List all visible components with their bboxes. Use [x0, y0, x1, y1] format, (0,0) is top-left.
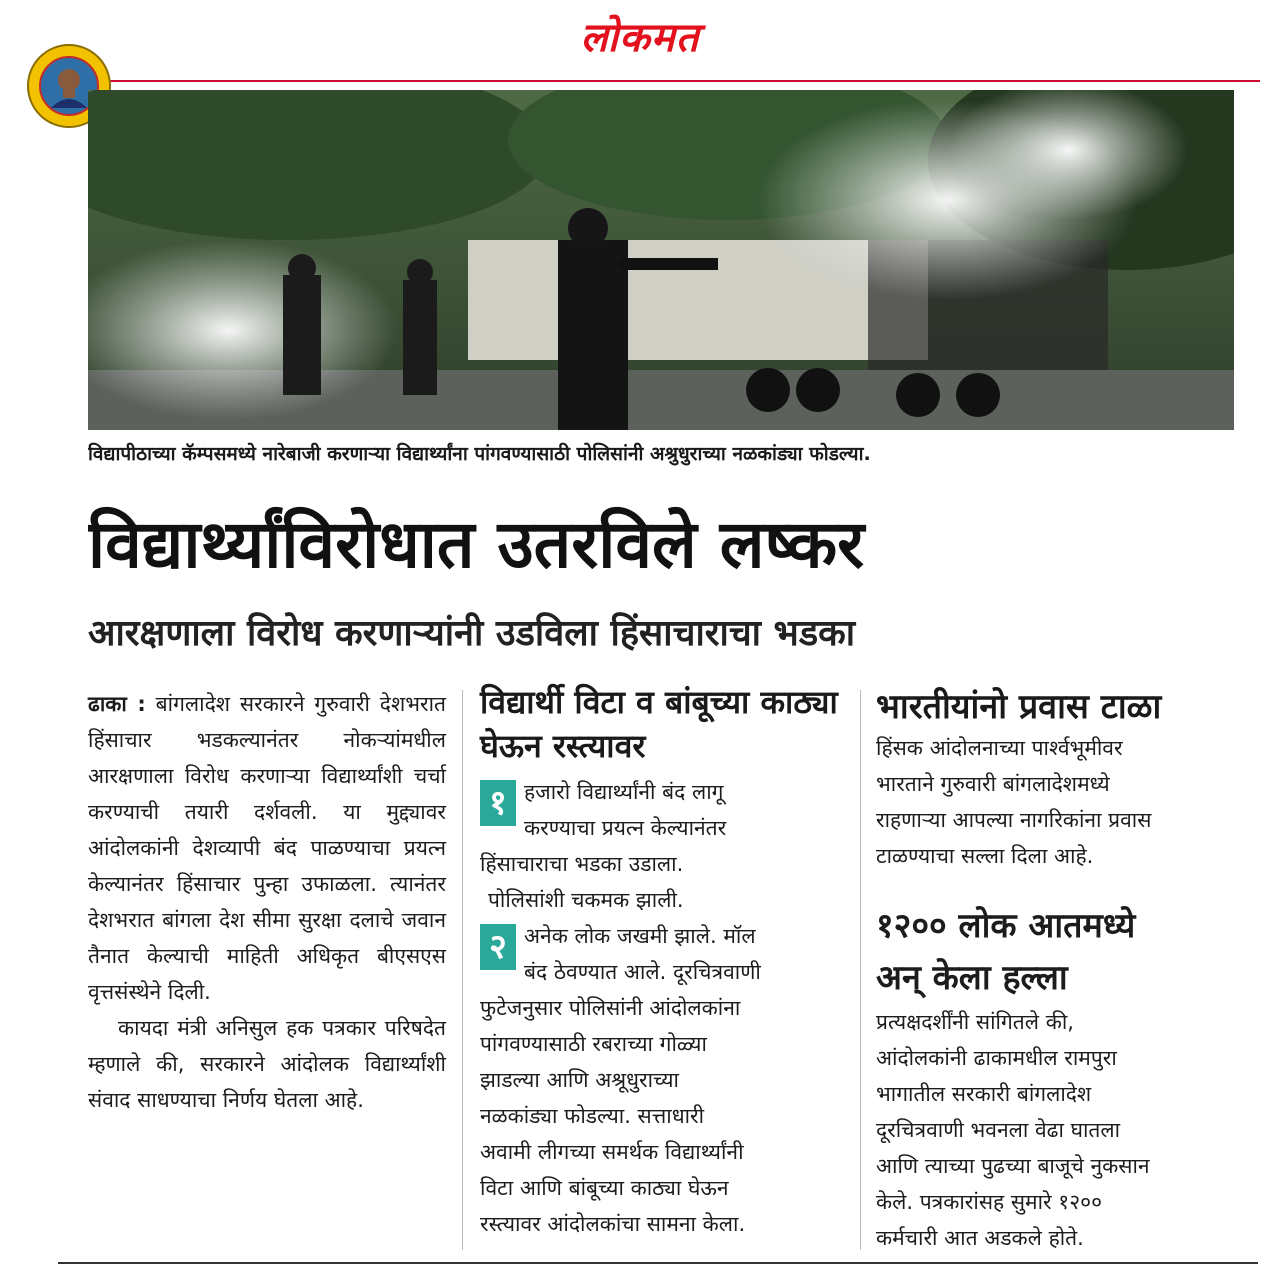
text-line: भागातील सरकारी बांगलादेश [876, 1082, 1092, 1106]
text-line: विटा आणि बांबूच्या काठ्या घेऊन [480, 1176, 729, 1200]
column-3-heading-2 [876, 900, 1236, 1004]
text-line: हिंसाचाराचा भडका उडाला. [480, 852, 684, 876]
masthead [0, 8, 1280, 78]
dateline: ढाका : [88, 692, 146, 716]
column-divider [860, 690, 861, 1250]
text-line: राहणाऱ्या आपल्या नागरिकांना प्रवास [876, 808, 1152, 832]
bottom-rule [58, 1262, 1258, 1264]
paragraph-1 [88, 686, 446, 1010]
text-line: दूरचित्रवाणी भवनला वेढा घातला [876, 1118, 1121, 1142]
text-line: आणि त्याच्या पुढच्या बाजूचे नुकसान [876, 1154, 1150, 1178]
text-line: अनेक लोक जखमी झाले. मॉल [524, 924, 756, 948]
column-2-heading: विद्यार्थी विटा व बांबूच्या काठ्या घेऊन रस्त्यावर [480, 683, 838, 765]
subheadline: आरक्षणाला विरोध करणाऱ्यांनी उडविला हिंसाचाराचा भडका [88, 613, 856, 654]
text-line: नळकांड्या फोडल्या. सत्ताधारी [480, 1104, 705, 1128]
article-column-2 [480, 680, 840, 1242]
text-line: पोलिसांशी चकमक झाली. [488, 888, 684, 912]
number-box: १ [480, 780, 516, 826]
text-line: पांगवण्यासाठी रबराच्या गोळ्या [480, 1032, 707, 1056]
article-column-1 [88, 686, 446, 1118]
text-line: प्रत्यक्षदर्शींनी सांगितले की, [876, 1010, 1074, 1034]
heading-line: अन् केला हल्ला [876, 958, 1068, 998]
column-divider [462, 690, 463, 1250]
text-line: आंदोलकांनी ढाकामधील रामपुरा [876, 1046, 1117, 1070]
text-line: रस्त्यावर आंदोलकांचा सामना केला. [480, 1212, 746, 1236]
paragraph-2: कायदा मंत्री अनिसुल हक पत्रकार परिषदेत म्हणाले की, सरकारने आंदोलक विद्यार्थ्यांशी संवाद साधण्याचा निर्णय घेतला आहे. [88, 1016, 446, 1112]
text-line: कर्मचारी आत अडकले होते. [876, 1226, 1084, 1250]
headline: विद्यार्थ्यांविरोधात उतरविले लष्कर [88, 506, 865, 583]
heading-line: १२०० लोक आतमध्ये [876, 906, 1136, 946]
text-line: टाळण्याचा सल्ला दिला आहे. [876, 844, 1094, 868]
text-line: भारताने गुरुवारी बांगलादेशमध्ये [876, 772, 1110, 796]
point-2 [480, 918, 840, 1242]
text-line: केले. पत्रकारांसह सुमारे १२०० [876, 1190, 1102, 1214]
point-1 [480, 774, 840, 918]
text-line: अवामी लीगच्या समर्थक विद्यार्थ्यांनी [480, 1140, 744, 1164]
number-box: २ [480, 924, 516, 970]
text-line: झाडल्या आणि अश्रूधुराच्या [480, 1068, 679, 1092]
text-line: करण्याचा प्रयत्न केल्यानंतर [524, 816, 727, 840]
column-3-heading-1: भारतीयांनो प्रवास टाळा [876, 687, 1162, 727]
text-line: हिंसक आंदोलनाच्या पार्श्वभूमीवर [876, 736, 1123, 760]
newspaper-logo: लोकमत [580, 14, 700, 61]
paragraph-1-text: बांगलादेश सरकारने गुरुवारी देशभरात हिंसाचार भडकल्यानंतर नोकऱ्यांमधील आरक्षणाला विरोध करणाऱ्या विद्यार्थ्यांशी चर्चा करण्याची तयारी दर्शवली. या मुद्द्यावर आंदोलकांनी देशव्यापी बंद पाळण्याचा प्रयत्न केल्यानंतर हिंसाचार पुन्हा उफाळला. त्यानंतर देशभरात बांगला देश सीमा सुरक्षा दलाचे जवान तैनात केल्याची माहिती अधिकृत बीएसएस वृत्तसंस्थेने दिली. [88, 692, 446, 1004]
text-line: फुटेजनुसार पोलिसांनी आंदोलकांना [480, 996, 741, 1020]
masthead-rule [110, 80, 1260, 82]
news-photo [88, 90, 1234, 430]
text-line: हजारो विद्यार्थ्यांनी बंद लागू [524, 780, 724, 804]
text-line: बंद ठेवण्यात आले. दूरचित्रवाणी [524, 960, 761, 984]
photo-caption: विद्यापीठाच्या कॅम्पसमध्ये नारेबाजी करणाऱ्या विद्यार्थ्यांना पांगवण्यासाठी पोलिसांनी अश्रुधुराच्या नळकांड्या फोडल्या. [88, 443, 871, 465]
article-column-3 [876, 684, 1236, 1256]
